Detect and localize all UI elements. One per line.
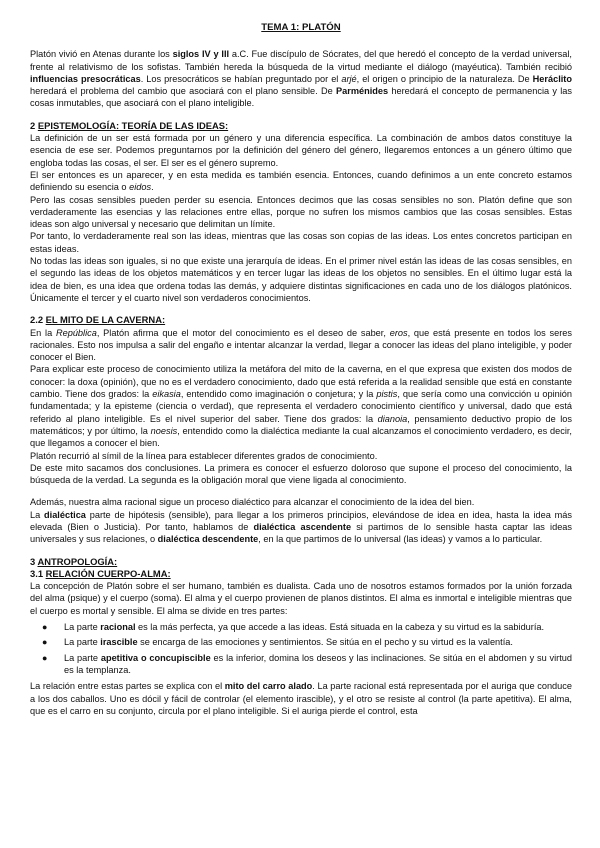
subsection-heading-cuerpo-alma: [30, 568, 572, 580]
paragraph: [30, 580, 572, 617]
list-item: [42, 621, 572, 633]
paragraph: [30, 462, 572, 487]
text-run: , entendido como la dialéctica mediante la cual alcanzamos el conocimiento verdadero, es decir, que llegamos a conocer el bien.: [30, 425, 572, 449]
text-run: El ser entonces es un aparecer, y en esta medida es también esencia. Entonces, cuando definimos a un ente concreto estamos definiendo su esencia o: [30, 169, 572, 193]
text-run: En la: [30, 327, 56, 338]
text-run: La relación entre estas partes se explica con el: [30, 681, 225, 692]
text-run: .: [151, 182, 154, 193]
paragraph: [30, 327, 572, 364]
text-run: La parte: [64, 637, 101, 648]
paragraph: [30, 169, 572, 194]
text-run: Por tanto, lo verdaderamente real son las ideas, mientras que las cosas son copias de las ideas. Los entes concretos participan en estas ideas.: [30, 231, 572, 254]
paragraph: [30, 132, 572, 169]
text-run: parte de hipótesis (sensible), para llegar a los primeros principios, elevándose de idea en idea, hasta la idea más elevada (Bien o Justicia). Por tanto, hablamos de: [30, 509, 572, 532]
text-run: Pero las cosas sensibles pueden perder su esencia. Entonces decimos que las cosas sensibles no son. Platón define que son verdaderamente las esencias y las relaciones entre ellas, porque no sufren los mismos cambios que las cosas sensibles. Estas ideas son algo universal y necesario que delimitan un límite.: [30, 194, 572, 230]
italic-term: eidos: [129, 182, 152, 193]
list-item-text: [64, 622, 544, 632]
text-run: De este mito sacamos dos conclusiones. La primera es conocer el esfuerzo doloroso que supone el proceso del conocimiento, la búsqueda de la verdad. La segunda es la obligación moral que viene ligada al conocimiento.: [30, 462, 572, 486]
list-item-text: [64, 653, 572, 675]
text-run: , que está presente en todos los seres racionales. Esto nos impulsa a salir del engaño e intentar alcanzar la verdad, llegar a conocer las ideas del plano inteligible, y poder conocer el Bien.: [30, 327, 572, 363]
text-run: La definición de un ser está formada por un género y una diferencia específica. La combinación de ambos datos constituye la esencia de ese ser. Podemos preguntarnos por la definición del género del género, llegaremos entonces a un género último que engloba todas las cosas, el ser. El ser es el género supremo.: [30, 133, 572, 168]
section-title: ANTROPOLOGÍA:: [37, 555, 118, 567]
text-run: Platón recurrió al símil de la línea para establecer diferentes grados de conocimiento.: [30, 450, 378, 461]
paragraph: [30, 194, 572, 231]
text-run: es la más perfecta, ya que accede a las ideas. Está situada en la cabeza y su virtud es la sabiduría.: [135, 622, 545, 633]
section-number: 2: [30, 119, 38, 131]
bold-term: Heráclito: [532, 73, 572, 84]
text-run: . Los presocráticos se habían preguntado por el: [140, 73, 342, 84]
bullet-icon: ●: [42, 637, 48, 648]
text-run: Además, nuestra alma racional sigue un proceso dialéctico para alcanzar el conocimiento de la idea del bien.: [30, 497, 475, 508]
italic-term: República: [55, 327, 97, 338]
text-run: es la inferior, domina los deseos y las inclinaciones. Se sitúa en el abdomen y su virtud es la templanza.: [64, 652, 573, 675]
text-run: heredará el problema del cambio que asociará con el plano sensible. De: [30, 86, 337, 97]
paragraph: [30, 255, 572, 304]
italic-term: dianoia: [377, 413, 408, 424]
text-run: se encarga de las emociones y sentimientos. Se sitúa en el pecho y su virtud es la valentía.: [137, 637, 513, 648]
section-number: 3: [30, 555, 38, 567]
text-run: La: [30, 509, 45, 520]
section-number: 2.2: [30, 314, 46, 326]
text-run: , entendido como imaginación o conjetura; y la: [180, 389, 377, 400]
paragraph: [30, 230, 572, 255]
bold-term: siglos IV y III: [172, 49, 230, 60]
bullet-icon: ●: [42, 622, 48, 633]
section-title: RELACIÓN CUERPO-ALMA:: [45, 567, 171, 579]
text-run: , en la que partimos de lo universal (las ideas) y vamos a lo particular.: [258, 534, 543, 545]
italic-term: eikasia: [152, 389, 181, 400]
list-item-text: [64, 637, 513, 647]
italic-term: pistis: [376, 389, 398, 400]
section-title: EPISTEMOLOGÍA: TEORÍA DE LAS IDEAS:: [37, 119, 229, 131]
text-run: a.C. Fue discípulo de Sócrates, del que heredó el concepto de la verdad universal, frente al relativismo de los sofistas. También hereda la búsqueda de la virtud mediante el diálogo (mayéutica). También recibió: [30, 49, 572, 72]
italic-term: eros: [389, 327, 408, 338]
paragraph: [30, 450, 572, 462]
paragraph: [30, 680, 572, 717]
text-run: No todas las ideas son iguales, si no que existe una jerarquía de ideas. En el primer nivel están las ideas de las cosas sensibles, en el segundo las ideas de los objetos matemáticos y en tercer lugar las ideas de los objetos no sensibles. En el último lugar está la idea de bien, es una idea que ordena todas las demás, y adquiere distintas significaciones en cada uno de los diálogos platónicos. Únicamente el tercer y el cuarto nivel son verdaderos conocimientos.: [30, 256, 572, 303]
section-title: EL MITO DE LA CAVERNA:: [45, 314, 166, 326]
bold-term: dialéctica ascendente: [253, 521, 352, 532]
text-run: si partimos de lo sensible hasta captar las ideas universales y sus relaciones, o: [30, 521, 573, 545]
text-run: , que sería como una convicción u opinión fundamentada; y la episteme (ciencia o verdad), que representa el verdadero conocimiento científico y universal, dado que está referido al plano inteligible. Es el nivel superior del saber. Tiene dos grados: la: [30, 389, 572, 424]
intro-paragraph: [30, 48, 572, 109]
text-run: , el origen o principio de la naturaleza. De: [356, 73, 533, 84]
soul-parts-list: [30, 621, 572, 676]
bold-term: dialéctica descendente: [157, 534, 259, 545]
section-number: 3.1: [30, 567, 46, 579]
text-run: Platón vivió en Atenas durante los: [30, 49, 173, 60]
italic-term: arjé: [341, 73, 357, 84]
text-run: La parte: [64, 652, 101, 663]
section-heading-antropologia: [30, 556, 572, 568]
text-run: , Platón afirma que el motor del conocimiento es el deseo de saber,: [96, 327, 390, 338]
paragraph: [30, 509, 572, 546]
bullet-icon: ●: [42, 652, 48, 663]
bold-term: Parménides: [336, 86, 389, 97]
document-title: TEMA 1: PLATÓN: [261, 22, 341, 33]
text-run: heredará el concepto de permanencia y las cosas inmutables, que asociará con el plano inteligible.: [30, 86, 572, 109]
bold-term: apetitiva o concupiscible: [100, 652, 211, 663]
section-heading-epistemologia: [30, 120, 572, 132]
list-item: [42, 636, 572, 648]
italic-term: noesis: [150, 425, 178, 436]
bold-term: racional: [100, 622, 136, 633]
text-run: . La parte racional está representada por el auriga que conduce a los dos caballos. Uno es dócil y fácil de controlar (el elemento irascible), y el otro se resiste al control (la parte apetitiva). El alma, que es el carro en su conjunto, circula por el plano inteligible. Si el auriga pierde el control, esta: [30, 681, 572, 716]
text-run: , pensamiento deductivo propio de los matemáticos; y por último, la: [30, 413, 572, 436]
paragraph: [30, 363, 572, 449]
bold-term: dialéctica: [44, 509, 86, 520]
text-run: Para explicar este proceso de conocimiento utiliza la metáfora del mito de la caverna, en el que expresa que existen dos modos de conocer: la doxa (opinión), que no es el verdadero conocimiento, dado que está referida a la realidad sensible que está en constante cambio. Tiene dos grados: la: [30, 364, 572, 400]
bold-term: influencias presocráticas: [30, 73, 141, 84]
document-page: [30, 22, 572, 717]
bold-term: mito del carro alado: [224, 681, 313, 692]
bold-term: irascible: [100, 637, 138, 648]
text-run: La concepción de Platón sobre el ser humano, también es dualista. Cada uno de nosotros estamos formados por la unión forzada del alma (psique) y el cuerpo (soma). El alma y el cuerpo provienen de planos distintos. El alma es inmortal e inteligible mientras que el cuerpo es mortal y sensible. El alma se divide en tres partes:: [30, 581, 572, 616]
list-item: [42, 652, 573, 677]
text-run: La parte: [64, 622, 101, 633]
section-heading-mito-caverna: [30, 314, 572, 326]
paragraph: [30, 496, 572, 508]
